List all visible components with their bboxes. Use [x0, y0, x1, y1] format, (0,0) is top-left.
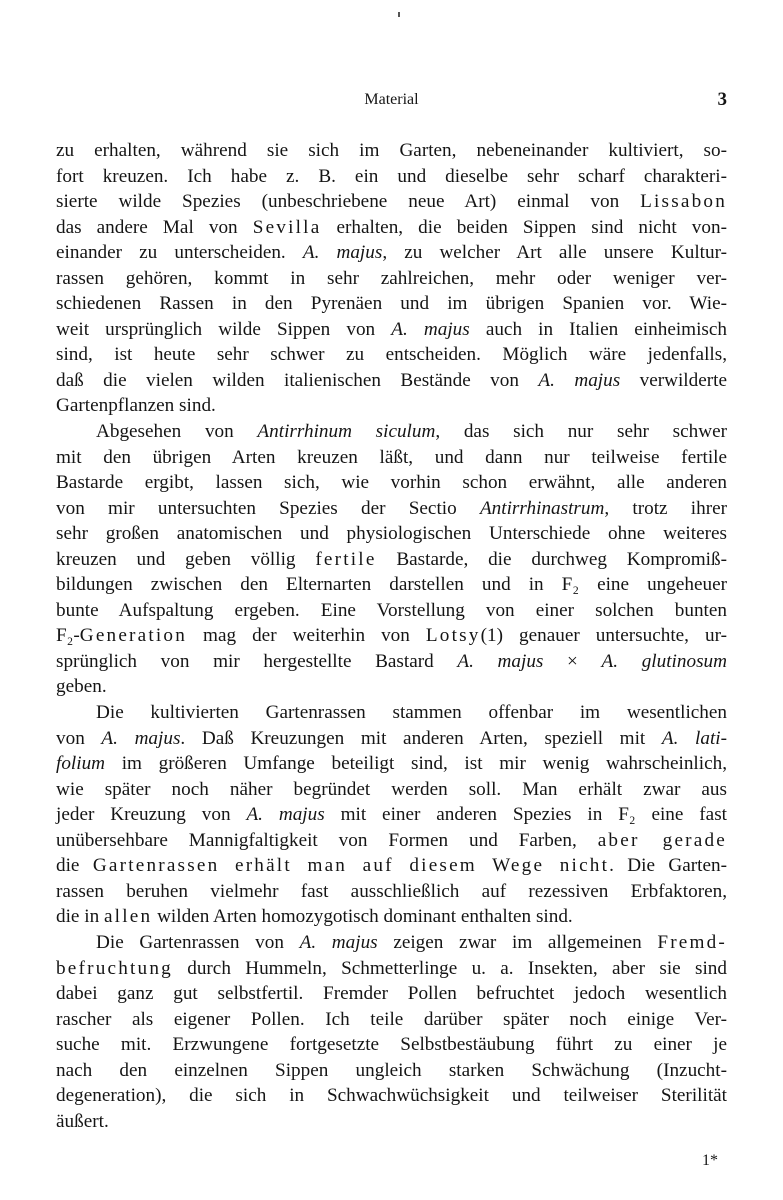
text-line — [56, 981, 727, 1007]
text-run: Gartenpflanzen sind. — [56, 395, 216, 417]
text-run: sierte wilde Spezies (unbeschriebene neue Art) einmal von — [56, 191, 641, 213]
italic-run: A. majus — [299, 931, 378, 953]
italic-run: A. majus — [101, 727, 181, 749]
text-run: Die kultivierten Gartenrassen stammen offenbar im wesentlichen — [96, 702, 727, 724]
italic-run: A. glutinosum — [601, 650, 727, 672]
text-line — [56, 726, 727, 752]
text-line — [56, 1007, 727, 1033]
text-line — [56, 1083, 727, 1109]
text-run: unübersehbare Mannigfaltigkeit von Formen und Farben, — [56, 829, 598, 851]
text-line — [56, 1058, 727, 1084]
text-run: das andere Mal von — [56, 216, 253, 238]
text-run: sprünglich von mir hergestellte Bastard — [56, 650, 458, 672]
text-run: . Die Garten- — [609, 855, 727, 877]
text-run: × — [543, 650, 602, 672]
text-run: geben. — [56, 676, 107, 698]
spaced-run: Sevilla — [252, 216, 322, 238]
text-line — [56, 445, 727, 471]
text-run: kreuzen und geben völlig — [56, 548, 316, 570]
text-line — [56, 828, 727, 854]
text-run: rassen beruhen vielmehr fast ausschließlich auf rezessiven Erbfaktoren, — [56, 880, 727, 902]
text-run: mit einer anderen Spezies in F₂ eine fast — [324, 804, 727, 826]
spaced-run: befruchtung — [56, 957, 173, 979]
italic-run: Antirrhinum siculum — [257, 421, 436, 443]
text-line — [56, 674, 727, 700]
text-run: auch in Italien einheimisch — [469, 318, 727, 340]
spaced-run: fertile — [315, 548, 377, 570]
text-run: rassen gehören, kommt in sehr zahlreichen, mehr oder weniger ver- — [56, 267, 727, 289]
paragraph — [56, 138, 727, 419]
text-line — [56, 393, 727, 419]
page-header — [56, 89, 727, 113]
spaced-run: aber gerade — [597, 829, 727, 851]
spaced-run: Fremd- — [657, 931, 728, 953]
text-run: (1) genauer untersuchte, ur- — [480, 625, 727, 647]
text-line — [56, 930, 727, 956]
text-line — [56, 138, 727, 164]
text-run: degeneration), die sich in Schwachwüchsigkeit und teilweiser Sterilität — [56, 1085, 727, 1107]
text-run: Bastarde ergibt, lassen sich, wie vorhin schon erwähnt, alle anderen — [56, 472, 727, 494]
text-line — [56, 649, 727, 675]
text-run: einander zu unterscheiden. — [56, 242, 303, 264]
text-line — [56, 521, 727, 547]
signature-mark: 1* — [702, 1152, 718, 1169]
text-line — [56, 317, 727, 343]
text-line — [56, 700, 727, 726]
text-run: Bastarde, die durchweg Kompromiß- — [376, 548, 727, 570]
text-run: rascher als eigener Pollen. Ich teile darüber später noch einige Ver- — [56, 1008, 727, 1030]
text-run: im größeren Umfange beteiligt sind, ist mir wenig wahrscheinlich, — [105, 753, 727, 775]
italic-run: A. lati- — [661, 727, 728, 749]
spaced-run: allen — [103, 906, 153, 928]
body-text — [56, 138, 727, 1134]
text-run: bildungen zwischen den Elternarten darstellen und in F₂ eine ungeheuer — [56, 574, 727, 596]
italic-run: A. majus — [457, 650, 544, 672]
text-line — [56, 215, 727, 241]
text-run: äußert. — [56, 1110, 109, 1132]
text-run: die in — [56, 906, 104, 928]
text-run: suche mit. Erzwungene fortgesetzte Selbstbestäubung führt zu einer je — [56, 1034, 727, 1056]
italic-run: A. majus — [246, 804, 325, 826]
text-run: mit den übrigen Arten kreuzen läßt, und dann nur teilweise fertile — [56, 446, 727, 468]
text-line — [56, 266, 727, 292]
text-line — [56, 342, 727, 368]
text-run: fort kreuzen. Ich habe z. B. ein und dieselbe sehr scharf charakteri- — [56, 165, 727, 187]
text-line — [56, 164, 727, 190]
text-line — [56, 777, 727, 803]
paragraph — [56, 419, 727, 700]
italic-run: Antirrhinastrum — [479, 497, 605, 519]
text-run: wie später noch näher begründet werden soll. Man erhält zwar aus — [56, 778, 727, 800]
text-line — [56, 904, 727, 930]
text-run: dabei ganz gut selbstfertil. Fremder Pollen befruchtet jedoch wesentlich — [56, 983, 727, 1005]
italic-run: A. majus — [391, 318, 470, 340]
text-line — [56, 802, 727, 828]
text-run: nach den einzelnen Sippen ungleich starken Schwächung (Inzucht- — [56, 1059, 727, 1081]
text-run: weit ursprünglich wilde Sippen von — [56, 318, 392, 340]
text-run: zeigen zwar im allgemeinen — [377, 931, 658, 953]
text-run: verwilderte — [620, 369, 727, 391]
text-run: F₂- — [56, 625, 80, 647]
paragraph — [56, 700, 727, 930]
spaced-run: Lissabon — [640, 191, 727, 213]
text-run: , das sich nur sehr schwer — [435, 421, 727, 443]
text-line — [56, 1109, 727, 1135]
text-line — [56, 368, 727, 394]
paragraph — [56, 930, 727, 1134]
text-run: daß die vielen wilden italienischen Bestände von — [56, 369, 539, 391]
text-run: . Daß Kreuzungen mit anderen Arten, speziell mit — [180, 727, 662, 749]
italic-run: folium — [56, 753, 106, 775]
text-line — [56, 547, 727, 573]
text-run: von mir untersuchten Spezies der Sectio — [56, 497, 480, 519]
running-title: Material — [364, 91, 419, 108]
text-run: sind, ist heute sehr schwer zu entscheiden. Möglich wäre jedenfalls, — [56, 344, 727, 366]
text-run: zu erhalten, während sie sich im Garten, nebeneinander kultiviert, so- — [56, 140, 727, 161]
text-line — [56, 291, 727, 317]
text-run: sehr großen anatomischen und physiologischen Unterschiede ohne weiteres — [56, 523, 727, 545]
spaced-run: Generation — [79, 625, 188, 647]
text-run: jeder Kreuzung von — [56, 804, 247, 826]
spaced-run: Gartenrassen erhält man auf diesem Wege nicht — [92, 855, 610, 877]
italic-run: A. majus — [538, 369, 621, 391]
page-number: 3 — [717, 89, 727, 110]
text-line — [56, 751, 727, 777]
text-line — [56, 598, 727, 624]
text-line — [56, 879, 727, 905]
text-line — [56, 623, 727, 649]
text-line — [56, 1032, 727, 1058]
text-run: schiedenen Rassen in den Pyrenäen und im übrigen Spanien vor. Wie- — [56, 293, 727, 315]
text-line — [56, 419, 727, 445]
text-line — [56, 470, 727, 496]
spaced-run: Lotsy — [425, 625, 481, 647]
text-run: von — [56, 727, 102, 749]
text-line — [56, 572, 727, 598]
text-run: durch Hummeln, Schmetterlinge u. a. Insekten, aber sie sind — [172, 957, 727, 979]
text-run: mag der weiterhin von — [187, 625, 426, 647]
text-run: erhalten, die beiden Sippen sind nicht von- — [321, 216, 727, 238]
text-run: Abgesehen von — [96, 421, 258, 443]
text-run: Die Gartenrassen von — [96, 931, 300, 953]
text-run: , trotz ihrer — [604, 497, 727, 519]
text-line — [56, 956, 727, 982]
text-run: , zu welcher Art alle unsere Kultur- — [382, 242, 727, 264]
text-run: bunte Aufspaltung ergeben. Eine Vorstellung von einer solchen bunten — [56, 599, 727, 621]
text-run: die — [56, 855, 93, 877]
text-line — [56, 189, 727, 215]
text-line — [56, 240, 727, 266]
text-line — [56, 496, 727, 522]
text-line — [56, 853, 727, 879]
scan-speck — [398, 12, 400, 17]
text-run: wilden Arten homozygotisch dominant enthalten sind. — [152, 906, 573, 928]
italic-run: A. majus — [302, 242, 383, 264]
